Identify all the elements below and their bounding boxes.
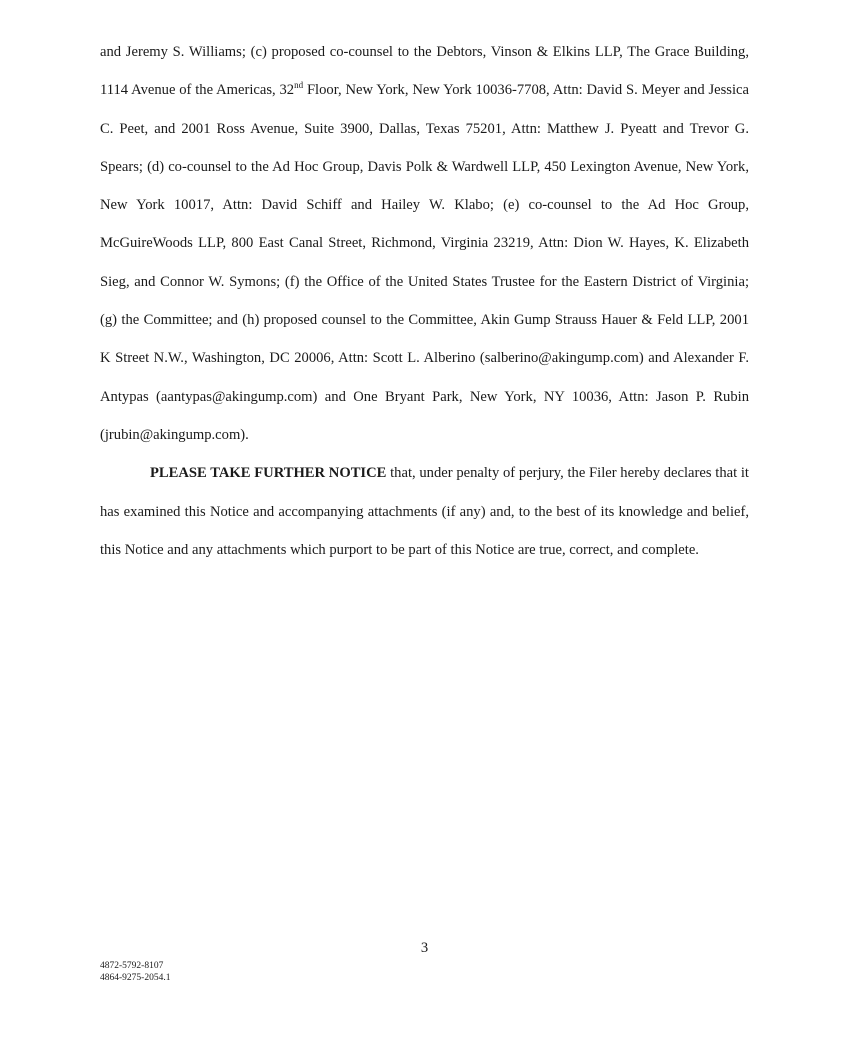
paragraph1-text-part2: Floor, New York, New York 10036-7708, Attn: David S. Meyer and Jessica C. Peet, and 2001 Ross Avenue, Suite 3900, Dallas, Texas 75201, Attn: Matthew J. Pyeatt and Trevor G. Spears; (d) co-counsel to the Ad Hoc Group, Davis Polk & Wardwell LLP, 450 Lexington Avenue, New York, New York 10017, Attn: David Schiff and Hailey W. Klabo; (e) co-counsel to the Ad Hoc Group, McGuireWoods LLP, 800 East Canal Street, Richmond, Virginia 23219, Attn: Dion W. Hayes, K. Elizabeth Sieg, and Connor W. Symons; (f) the Office of the United States Trustee for the Eastern District of Virginia; (g) the Committee; and (h) proposed counsel to the Committee, Akin Gump Strauss Hauer & Feld LLP, 2001 K Street N.W., Washington, DC 20006, Attn: Scott L. Alberino (salberino@akingump.com) and Alexander F. Antypas (aantypas@akingump.com) and One Bryant Park, New York, NY 10036, Attn: Jason P. Rubin (jrubin@akingump.com). xyxy=(100,82,750,443)
further-notice-paragraph xyxy=(100,454,749,569)
service-list-paragraph xyxy=(100,33,749,454)
further-notice-heading: PLEASE TAKE FURTHER NOTICE xyxy=(150,465,387,482)
further-notice-text: that, under penalty of perjury, the Filer hereby declares that it has examined this Notice and accompanying attachments (if any) and, to the best of its knowledge and belief, this Notice and any attachments which purport to be part of this Notice are true, correct, and complete. xyxy=(100,465,749,558)
document-id-secondary: 4864-9275-2054.1 xyxy=(100,973,171,983)
document-ids xyxy=(100,960,170,984)
page-number: 3 xyxy=(420,940,429,956)
paragraph1-text-part1: and Jeremy S. Williams; (c) proposed co-counsel to the Debtors, Vinson & Elkins LLP, The Grace Building, 1114 Avenue of the Americas, 32 xyxy=(100,44,749,99)
ordinal-superscript: nd xyxy=(294,80,304,91)
document-body xyxy=(100,33,749,569)
document-id-primary: 4872-5792-8107 xyxy=(100,961,164,971)
